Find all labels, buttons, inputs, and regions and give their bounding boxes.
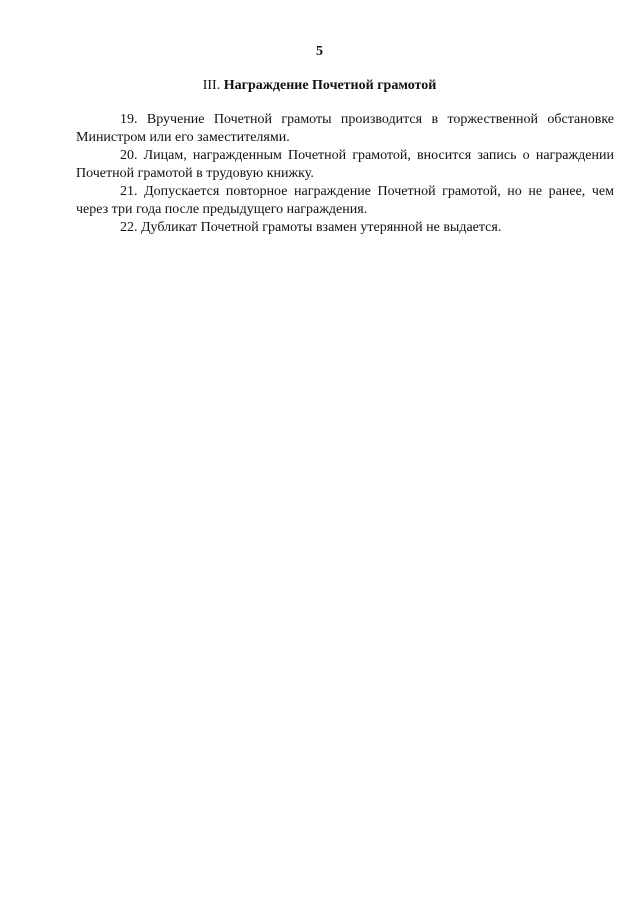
paragraph-20: 20. Лицам, награжденным Почетной грамотой, вносится запись о награждении Почетной грамотой в трудовую книжку. [76, 148, 614, 181]
section-title: Награждение Почетной грамотой [223, 78, 437, 93]
section-number: III. [202, 78, 221, 93]
paragraph-21: 21. Допускается повторное награждение Почетной грамотой, но не ранее, чем через три года после предыдущего награждения. [76, 184, 614, 217]
document-body [76, 111, 614, 237]
page-number: 5 [316, 44, 323, 59]
section-heading [0, 78, 639, 94]
paragraph-19: 19. Вручение Почетной грамоты производится в торжественной обстановке Министром или его заместителями. [76, 112, 614, 145]
paragraph-22: 22. Дубликат Почетной грамоты взамен утерянной не выдается. [120, 220, 502, 235]
